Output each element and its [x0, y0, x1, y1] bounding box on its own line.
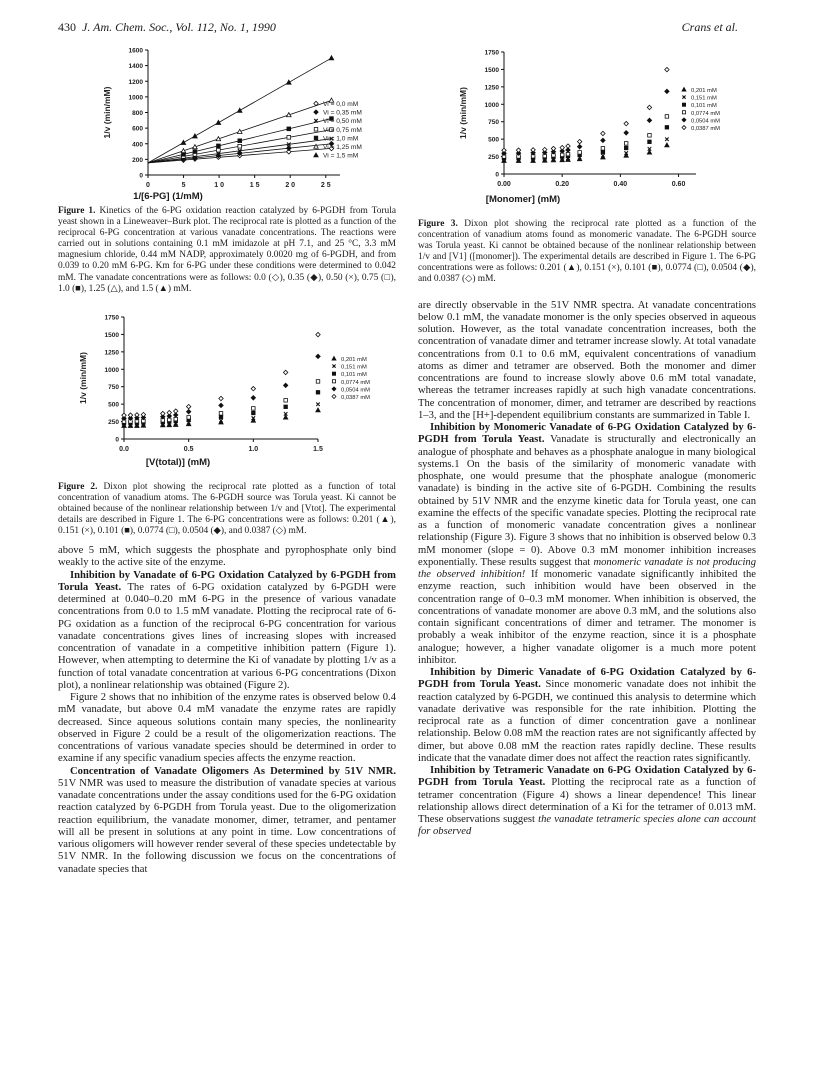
y-tick-label: 400: [132, 141, 143, 149]
y-tick-label: 600: [132, 125, 143, 133]
x-tick-label: 0.40: [613, 181, 628, 188]
data-point: [316, 354, 320, 358]
data-point: [135, 412, 139, 416]
section-heading: Inhibition by Vanadate of 6-PG Oxidation Catalyzed by 6-PGDH from Torula Yeast.: [58, 569, 396, 593]
legend-marker: [682, 103, 685, 106]
data-point: [516, 148, 520, 152]
figure-1-chart: [58, 44, 396, 194]
data-point: [665, 126, 669, 130]
figure-1: [58, 44, 396, 295]
legend-label: 0,101 mM: [691, 103, 717, 110]
data-point: [174, 417, 178, 421]
data-point: [284, 405, 288, 409]
x-tick-label: 0.20: [555, 181, 569, 188]
emphasis: monomeric vanadate is not producing the observed inhibition!: [418, 556, 756, 581]
data-point: [316, 390, 320, 394]
figure-2-xlabel: [V(total)] (mM): [145, 456, 211, 468]
data-point: [283, 370, 287, 374]
legend-marker: [332, 394, 336, 398]
paragraph: Figure 2 shows that no inhibition of the enzyme rates is observed below 0.4 mM vanadate, but above 0.4 mM vanadate the enzyme rates are rapidly decreased. Since aqueous solutions contain many species, the nonlinearity observed in Figure 2 could be a result of the oligomerization reactions. The concentrations of various vanadate species should be determined in order to examine if any specific vanadium species affects the enzyme reaction.: [58, 692, 396, 765]
data-point: [128, 413, 132, 417]
y-tick-label: 750: [488, 119, 499, 127]
data-point: [624, 146, 628, 150]
figure-2-caption: [58, 482, 396, 537]
data-point: [316, 379, 320, 383]
legend-label: 0,201 mM: [691, 88, 717, 94]
y-axis-label: 1/v (min/mM): [458, 87, 468, 139]
data-point: [181, 140, 186, 144]
paragraph: [58, 766, 396, 876]
legend-marker: [682, 118, 686, 122]
data-point: [174, 409, 178, 413]
data-point: [284, 398, 288, 402]
legend-label: 0,0774 mM: [341, 379, 370, 386]
section-heading: Inhibition by Monomeric Vanadate of 6-PG Oxidation Catalyzed by 6-PGDH from Torula Yeast.: [418, 422, 756, 446]
legend-label: 0,0387 mM: [691, 126, 720, 132]
data-point: [252, 406, 256, 410]
y-tick-label: 500: [488, 136, 499, 144]
paragraph-text: Vanadate is structurally and electronically an analogue of phosphate and behaves as a phosphate analogue in many biological systems.1 On the basis of the similarity of monomeric vanadate with phosphate, one would presume that the phosphate analogue (monomeric vanadate) is binding in the active site of 6-PGDH. Combining the results obtained by 51V NMR and the enzyme kinetic data for Torula yeast, one can examine the effects of the specific vanadate species. Plotting the reciprocal rate as a function of monomeric vanadate concentration gives a nonlinear relationship (Figure 3). Figure 3 shows that no inhibition is observed below 0.3 mM monomer (slope = 0). Above 0.3 mM monomer inhibition increases exponentially. These results suggest that: [418, 434, 756, 568]
legend-label: 0,201 mM: [341, 356, 367, 363]
data-point: [551, 146, 555, 150]
journal-citation: [58, 20, 276, 35]
figure-2-caption-text: Dixon plot showing the reciprocal rate plotted as a function of total concentration of vanadium atoms. The 6-PGDH source was Torula yeast. Ki cannot be obtained because of the nonlinear relationship between 1/v and [Vtot]. The experimental details are described in Figure 1. The 6-PG concentrations were as follows: 0.201 (▲), 0.151 (×), 0.101 (■), 0.0774 (□), 0.0504 (◆), and 0.0387 (◇) mM.: [58, 481, 397, 537]
data-point: [665, 143, 669, 147]
legend-marker: [332, 372, 335, 375]
data-point: [238, 139, 242, 143]
figure-3-xlabel: [Monomer] (mM): [485, 194, 561, 205]
data-point: [252, 411, 256, 415]
x-tick-label: 0: [146, 182, 150, 189]
paragraph-text: Since monomeric vanadate does not inhibit the reaction catalyzed by 6-PGDH, we continued this analysis to determine which vanadate derivative was responsible for the rate inhibition. Plotting the reciprocal rate as a function of dimer concentration gave a nonlinear relationship. Below 0.08 mM the reaction rates are not significantly affected by dimer, but above 0.08 mM the reaction rates rapidly decline. These results indicate that the vanadate dimer does not affect the reaction rates significantly.: [418, 679, 756, 764]
data-point: [665, 138, 669, 142]
data-point: [601, 131, 605, 135]
data-point: [283, 383, 287, 387]
data-point: [647, 118, 651, 122]
legend-label: Vi = 1,0 mM: [323, 135, 359, 143]
legend-label: Vi = 1,5 mM: [323, 152, 359, 160]
legend-marker: [314, 136, 318, 140]
data-point: [566, 144, 570, 148]
data-point: [531, 148, 535, 152]
data-point: [287, 127, 291, 131]
legend-label: Vi = 0,0 mM: [323, 101, 359, 108]
legend-label: Vi = 1,25 mM: [323, 144, 362, 151]
data-point: [648, 134, 652, 138]
y-tick-label: 1000: [128, 94, 143, 102]
figure-3-label: Figure 3.: [418, 219, 458, 229]
paragraph-text: Plotting the reciprocal rate as a function of tetramer concentration (Figure 4) shows a linear dependence! This linear relationship allows direct determination of a Ki for the tetramer of 0.013 mM. These observations suggest: [418, 777, 756, 826]
paragraph: [418, 765, 756, 839]
data-point: [601, 138, 605, 142]
x-tick-label: 5: [181, 182, 186, 189]
y-tick-label: 1500: [484, 66, 499, 74]
data-point: [560, 145, 564, 149]
data-point: [186, 409, 190, 413]
data-point: [219, 403, 223, 407]
figure-3-caption-text: Dixon plot showing the reciprocal rate plotted as a function of the concentration of vanadium atoms found as monomeric vanadate. The 6-PGDH source was Torula yeast. Ki cannot be obtained because of the nonlinear relationship between 1/v and [V1] ([monomer]). The experimental details are described in Figure 1. The 6-PG concentrations were as follows: 0.201 (▲), 0.151 (×), 0.101 (■), 0.0774 (□), 0.0504 (◆), and 0.0387 (◇) mM.: [418, 219, 756, 285]
data-point: [219, 396, 223, 400]
right-column: [418, 44, 756, 839]
right-body-text: [418, 300, 756, 839]
x-tick-label: 0.60: [671, 181, 686, 188]
paragraph-text: 51V NMR was used to measure the distribution of vanadate species at various vanadate concentrations under the assay conditions used for the 6-PG oxidation reaction catalyzed by 6-PGDH from Torula yeast. Due to the oligomerization reaction equilibrium, the vanadate monomer, dimer, tetramer, and pentamer will all be present in solutions at any point in time. Low concentrations of various oligomers will however render several of these species undetectable by 51V NMR. In the following discussion we focus on the concentrations of vanadate species that: [58, 777, 396, 875]
legend-label: 0,0504 mM: [691, 118, 720, 125]
paragraph: are directly observable in the 51V NMR spectra. At vanadate concentrations below 0.1 mM, the vanadate monomer is the only species observed in aqueous solution. However, as the total vanadate concentration increases, both the concentration of vanadate dimer and tetramer increase slowly. At total vanadate concentrations from 0.1 to 0.6 mM, equivalent concentrations of vanadium atoms as dimer and tetramer are observed. Both the monomer and dimer concentrations are found to increase slowly above 0.6 mM total vanadate, whereas the tetramer increases rapidly at such high vanadate concentrations. The concentration of monomer, dimer, and tetramer are described by reactions 1–3, and the [H+]-dependent equilibrium constants are summarized in Table I.: [418, 299, 756, 421]
data-point: [186, 404, 190, 408]
author-header: Crans et al.: [681, 20, 738, 34]
section-heading: Inhibition by Dimeric Vanadate of 6-PG Oxidation Catalyzed by 6-PGDH from Torula Yeast.: [418, 667, 756, 691]
x-tick-label: 0.0: [119, 445, 129, 453]
data-point: [193, 134, 198, 138]
legend-label: 0,0504 mM: [341, 387, 370, 394]
x-tick-label: 1 0: [214, 182, 224, 189]
figure-3-caption: [418, 219, 756, 286]
x-tick-label: 1.0: [248, 445, 259, 453]
data-point: [665, 67, 669, 71]
figure-2-chart: [58, 311, 396, 459]
paragraph: [418, 667, 756, 765]
data-point: [624, 131, 628, 135]
legend-marker: [332, 379, 335, 382]
legend-label: 0,0774 mM: [691, 110, 720, 117]
y-tick-label: 1200: [128, 78, 143, 86]
y-tick-label: 1000: [104, 366, 119, 374]
y-tick-label: 250: [488, 154, 499, 162]
y-tick-label: 500: [108, 401, 119, 409]
y-tick-label: 1750: [104, 314, 119, 322]
x-tick-label: 2 0: [285, 182, 296, 189]
data-point: [287, 146, 292, 151]
data-point: [578, 151, 582, 155]
data-point: [193, 150, 197, 154]
legend-marker: [314, 128, 318, 132]
y-axis-label: 1/v (min/mM): [78, 351, 88, 404]
y-tick-label: 1400: [128, 63, 143, 71]
y-tick-label: 800: [132, 110, 143, 117]
data-point: [577, 139, 581, 143]
data-point: [601, 147, 605, 151]
section-heading: Inhibition by Tetrameric Vanadate on 6-PG Oxidation Catalyzed by 6-PGDH from Torula Yeast.: [418, 765, 756, 789]
data-point: [217, 148, 221, 152]
data-point: [251, 386, 255, 390]
legend-marker: [314, 153, 318, 157]
legend-marker: [314, 110, 318, 114]
y-tick-label: 1250: [484, 84, 499, 92]
figure-1-caption: [58, 206, 396, 295]
x-tick-label: 1 5: [249, 182, 260, 189]
legend-marker: [332, 364, 335, 367]
legend-marker: [682, 126, 686, 130]
legend-label: 0,151 mM: [341, 364, 367, 371]
data-point: [287, 80, 292, 84]
legend-label: Vi = 0,35 mM: [323, 109, 362, 117]
legend-marker: [682, 88, 686, 92]
data-point: [648, 140, 652, 144]
data-point: [316, 408, 320, 412]
data-point: [167, 410, 171, 414]
data-point: [624, 121, 628, 125]
figure-3: [418, 44, 756, 286]
legend-label: Vi = 0,50 mM: [323, 118, 362, 126]
y-tick-label: 250: [108, 418, 119, 426]
y-tick-label: 750: [108, 383, 119, 391]
data-point: [217, 144, 221, 148]
page-number: 430: [58, 20, 76, 34]
paragraph-text: If monomeric vanadate significantly inhibited the enzyme reaction, such inhibition would have been observed in the concentration range of 0–0.3 mM monomer. When inhibition is observed, the concentrations of vanadate monomer are above 0.3 mM, and the solutions also contain significant concentrations of dimer and tetramer. The monomer is probably a weak inhibitor of the enzyme reaction, since it is a phosphate analogue; however, a higher vanadate oligomer is a much more potent inhibitor.: [418, 569, 756, 666]
paragraph: [418, 422, 756, 667]
y-tick-label: 0: [139, 172, 143, 180]
y-tick-label: 0: [495, 171, 499, 179]
data-point: [238, 144, 242, 148]
figure-2: [58, 311, 396, 537]
x-tick-label: 0.00: [497, 181, 511, 188]
x-tick-label: 2 5: [320, 182, 331, 189]
figure-3-chart: [418, 44, 756, 196]
figure-1-caption-text: Kinetics of the 6-PG oxidation reaction catalyzed by 6-PGDH from Torula yeast shown in a Lineweaver–Burk plot. The reciprocal rate is plotted as a function of the reciprocal 6-PG concentration at various vanadate concentrations. The reactions were carried out in solutions containing 0.1 mM imidazole at pH 7.1, and 25 °C, 3.3 mM magnesium chloride, 0.44 mM NADP, approximately 0.0020 mg of 6-PGDH, and from 0.039 to 0.20 mM 6-PG. Km for 6-PG under these conditions were determined to 0.042 mM. The vanadate concentrations were as follows: 0.0 (◇), 0.35 (◆), 0.50 (×), 0.75 (□), 1.0 (■), 1.25 (△), and 1.5 (▲) mM.: [58, 206, 396, 294]
data-point: [237, 108, 242, 112]
figure-1-label: Figure 1.: [58, 206, 96, 216]
data-point: [161, 411, 165, 415]
data-point: [647, 105, 651, 109]
paragraph: above 5 mM, which suggests the phosphate and pyrophosphate only bind weakly to the active site of the enzyme.: [58, 545, 396, 569]
left-body-text: [58, 545, 396, 876]
data-point: [141, 412, 145, 416]
legend-label: 0,101 mM: [341, 371, 367, 378]
y-tick-label: 1000: [484, 101, 499, 109]
left-column: [58, 44, 396, 876]
legend-marker: [682, 111, 685, 114]
y-tick-label: 1500: [104, 331, 119, 339]
emphasis: the vanadate tetrameric species alone can account for observed: [418, 814, 756, 838]
data-point: [187, 415, 191, 419]
x-tick-label: 0.5: [183, 445, 194, 453]
data-point: [219, 415, 223, 419]
data-point: [665, 89, 669, 93]
figure-2-label: Figure 2.: [58, 481, 98, 492]
legend-marker: [332, 387, 336, 391]
data-point: [316, 402, 320, 406]
legend-label: 0,151 mM: [691, 95, 717, 102]
data-point: [624, 142, 628, 146]
data-point: [287, 136, 291, 140]
legend-label: 0,0387 mM: [341, 394, 370, 401]
data-point: [577, 144, 581, 148]
data-point: [251, 395, 255, 399]
data-point: [601, 150, 605, 154]
y-tick-label: 1250: [104, 349, 119, 357]
paragraph: [58, 570, 396, 693]
section-heading: Concentration of Vanadate Oligomers As Determined by 51V NMR.: [70, 765, 396, 777]
journal-name: J. Am. Chem. Soc., Vol. 112, No. 1, 1990: [82, 20, 276, 34]
paragraph-text: The rates of 6-PG oxidation catalyzed by 6-PGDH were determined at 0.040–0.20 mM 6-PG in the presence of various vanadate concentrations from 0.0 to 1.5 mM vanadate. Plotting the reciprocal rate of 6-PG oxidation as a function of the reciprocal 6-PG concentration for various vanadate concentrations gives lines of increasing slopes with increased concentration of vanadate in a competitive inhibition pattern (Figure 1). However, when attempting to determine the Ki of vanadate by plotting 1/v as a function of total vanadate concentration at various 6-PG concentrations (Dixon plot), a nonlinear relationship was obtained (Figure 2).: [58, 581, 396, 691]
data-point: [122, 413, 126, 417]
data-point: [216, 120, 221, 124]
figure-1-xlabel: 1/[6-PG] (1/mM): [133, 191, 203, 202]
data-point: [543, 147, 547, 151]
legend-label: Vi = 0,75 mM: [323, 126, 362, 134]
data-point: [329, 56, 334, 60]
y-tick-label: 1750: [484, 49, 499, 57]
y-tick-label: 0: [115, 436, 119, 444]
legend-marker: [682, 96, 685, 99]
data-point: [502, 148, 506, 152]
running-header: [58, 20, 738, 36]
y-tick-label: 1600: [128, 47, 143, 55]
legend-marker: [332, 356, 336, 360]
data-point: [219, 411, 223, 415]
data-point: [316, 332, 320, 336]
data-point: [566, 152, 570, 156]
y-tick-label: 200: [132, 156, 143, 164]
x-tick-label: 1.5: [313, 445, 323, 453]
y-axis-label: 1/v (min/mM): [102, 86, 112, 139]
data-point: [665, 115, 669, 119]
